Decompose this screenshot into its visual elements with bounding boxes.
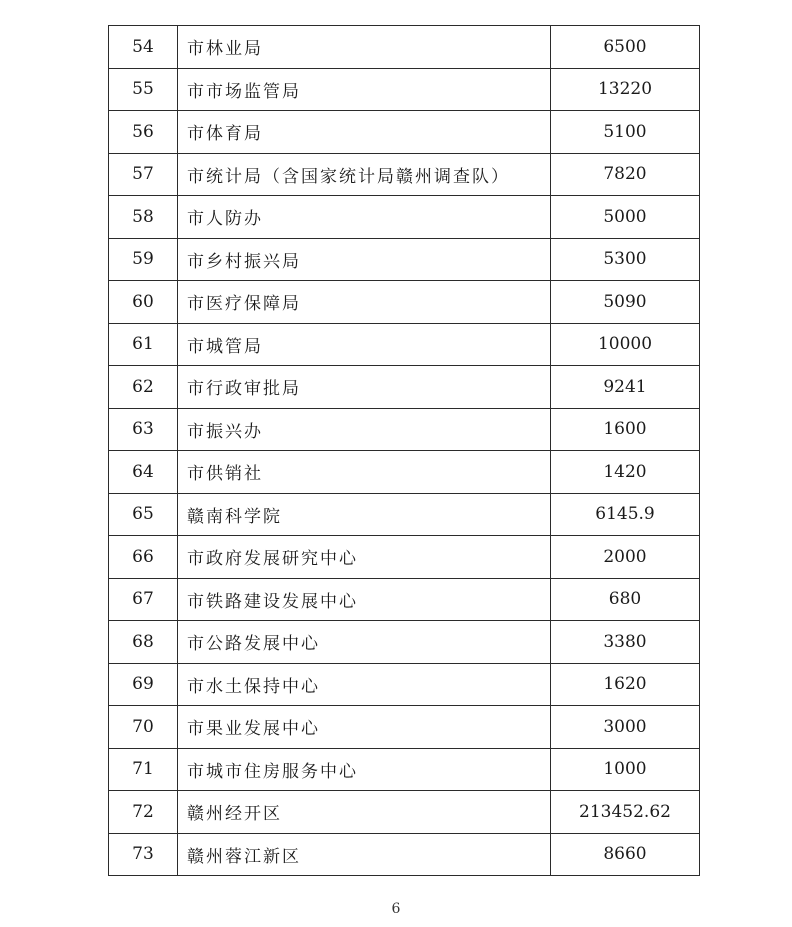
table-row xyxy=(109,153,700,196)
unit-name-cell: 市市场监管局 xyxy=(178,68,551,111)
table-row xyxy=(109,281,700,324)
unit-name-cell: 市果业发展中心 xyxy=(178,706,551,749)
table-row xyxy=(109,366,700,409)
unit-name-cell: 赣州经开区 xyxy=(178,791,551,834)
table-row xyxy=(109,706,700,749)
row-number-cell: 67 xyxy=(109,578,178,621)
unit-name-cell: 市城市住房服务中心 xyxy=(178,748,551,791)
row-number-cell: 58 xyxy=(109,196,178,239)
table-row xyxy=(109,408,700,451)
amount-cell: 2000 xyxy=(551,536,700,579)
row-number-cell: 62 xyxy=(109,366,178,409)
table-row xyxy=(109,323,700,366)
table-row xyxy=(109,196,700,239)
row-number-cell: 69 xyxy=(109,663,178,706)
unit-name-cell: 市城管局 xyxy=(178,323,551,366)
row-number-cell: 55 xyxy=(109,68,178,111)
row-number-cell: 64 xyxy=(109,451,178,494)
unit-name-cell: 市统计局（含国家统计局赣州调查队） xyxy=(178,153,551,196)
amount-cell: 680 xyxy=(551,578,700,621)
amount-cell: 5090 xyxy=(551,281,700,324)
table-row xyxy=(109,111,700,154)
amount-cell: 5300 xyxy=(551,238,700,281)
amount-cell: 10000 xyxy=(551,323,700,366)
table-row xyxy=(109,663,700,706)
table-row xyxy=(109,493,700,536)
unit-name-cell: 市水土保持中心 xyxy=(178,663,551,706)
row-number-cell: 54 xyxy=(109,26,178,69)
row-number-cell: 68 xyxy=(109,621,178,664)
unit-name-cell: 市体育局 xyxy=(178,111,551,154)
row-number-cell: 73 xyxy=(109,833,178,876)
unit-name-cell: 市人防办 xyxy=(178,196,551,239)
row-number-cell: 57 xyxy=(109,153,178,196)
amount-cell: 7820 xyxy=(551,153,700,196)
table-row xyxy=(109,68,700,111)
table-row xyxy=(109,578,700,621)
amount-cell: 3000 xyxy=(551,706,700,749)
table-row xyxy=(109,451,700,494)
unit-name-cell: 市供销社 xyxy=(178,451,551,494)
table-row xyxy=(109,791,700,834)
row-number-cell: 59 xyxy=(109,238,178,281)
unit-name-cell: 市乡村振兴局 xyxy=(178,238,551,281)
table-body xyxy=(109,26,700,876)
table-row xyxy=(109,536,700,579)
row-number-cell: 61 xyxy=(109,323,178,366)
row-number-cell: 65 xyxy=(109,493,178,536)
amount-cell: 6500 xyxy=(551,26,700,69)
amount-cell: 9241 xyxy=(551,366,700,409)
amount-cell: 1600 xyxy=(551,408,700,451)
row-number-cell: 66 xyxy=(109,536,178,579)
row-number-cell: 72 xyxy=(109,791,178,834)
unit-name-cell: 市林业局 xyxy=(178,26,551,69)
amount-cell: 5100 xyxy=(551,111,700,154)
row-number-cell: 60 xyxy=(109,281,178,324)
amount-cell: 1000 xyxy=(551,748,700,791)
table-row xyxy=(109,748,700,791)
unit-name-cell: 市政府发展研究中心 xyxy=(178,536,551,579)
unit-name-cell: 市公路发展中心 xyxy=(178,621,551,664)
table-row xyxy=(109,833,700,876)
table-row xyxy=(109,238,700,281)
amount-cell: 6145.9 xyxy=(551,493,700,536)
table-row xyxy=(109,621,700,664)
row-number-cell: 63 xyxy=(109,408,178,451)
table-row xyxy=(109,26,700,69)
unit-name-cell: 市振兴办 xyxy=(178,408,551,451)
unit-name-cell: 市行政审批局 xyxy=(178,366,551,409)
unit-name-cell: 市医疗保障局 xyxy=(178,281,551,324)
unit-name-cell: 赣州蓉江新区 xyxy=(178,833,551,876)
amount-cell: 5000 xyxy=(551,196,700,239)
page-number: 6 xyxy=(391,901,401,917)
amount-cell: 8660 xyxy=(551,833,700,876)
row-number-cell: 70 xyxy=(109,706,178,749)
amount-cell: 213452.62 xyxy=(551,791,700,834)
row-number-cell: 56 xyxy=(109,111,178,154)
unit-name-cell: 赣南科学院 xyxy=(178,493,551,536)
amount-cell: 1420 xyxy=(551,451,700,494)
unit-name-cell: 市铁路建设发展中心 xyxy=(178,578,551,621)
amount-cell: 1620 xyxy=(551,663,700,706)
budget-table xyxy=(108,25,700,876)
amount-cell: 13220 xyxy=(551,68,700,111)
row-number-cell: 71 xyxy=(109,748,178,791)
amount-cell: 3380 xyxy=(551,621,700,664)
